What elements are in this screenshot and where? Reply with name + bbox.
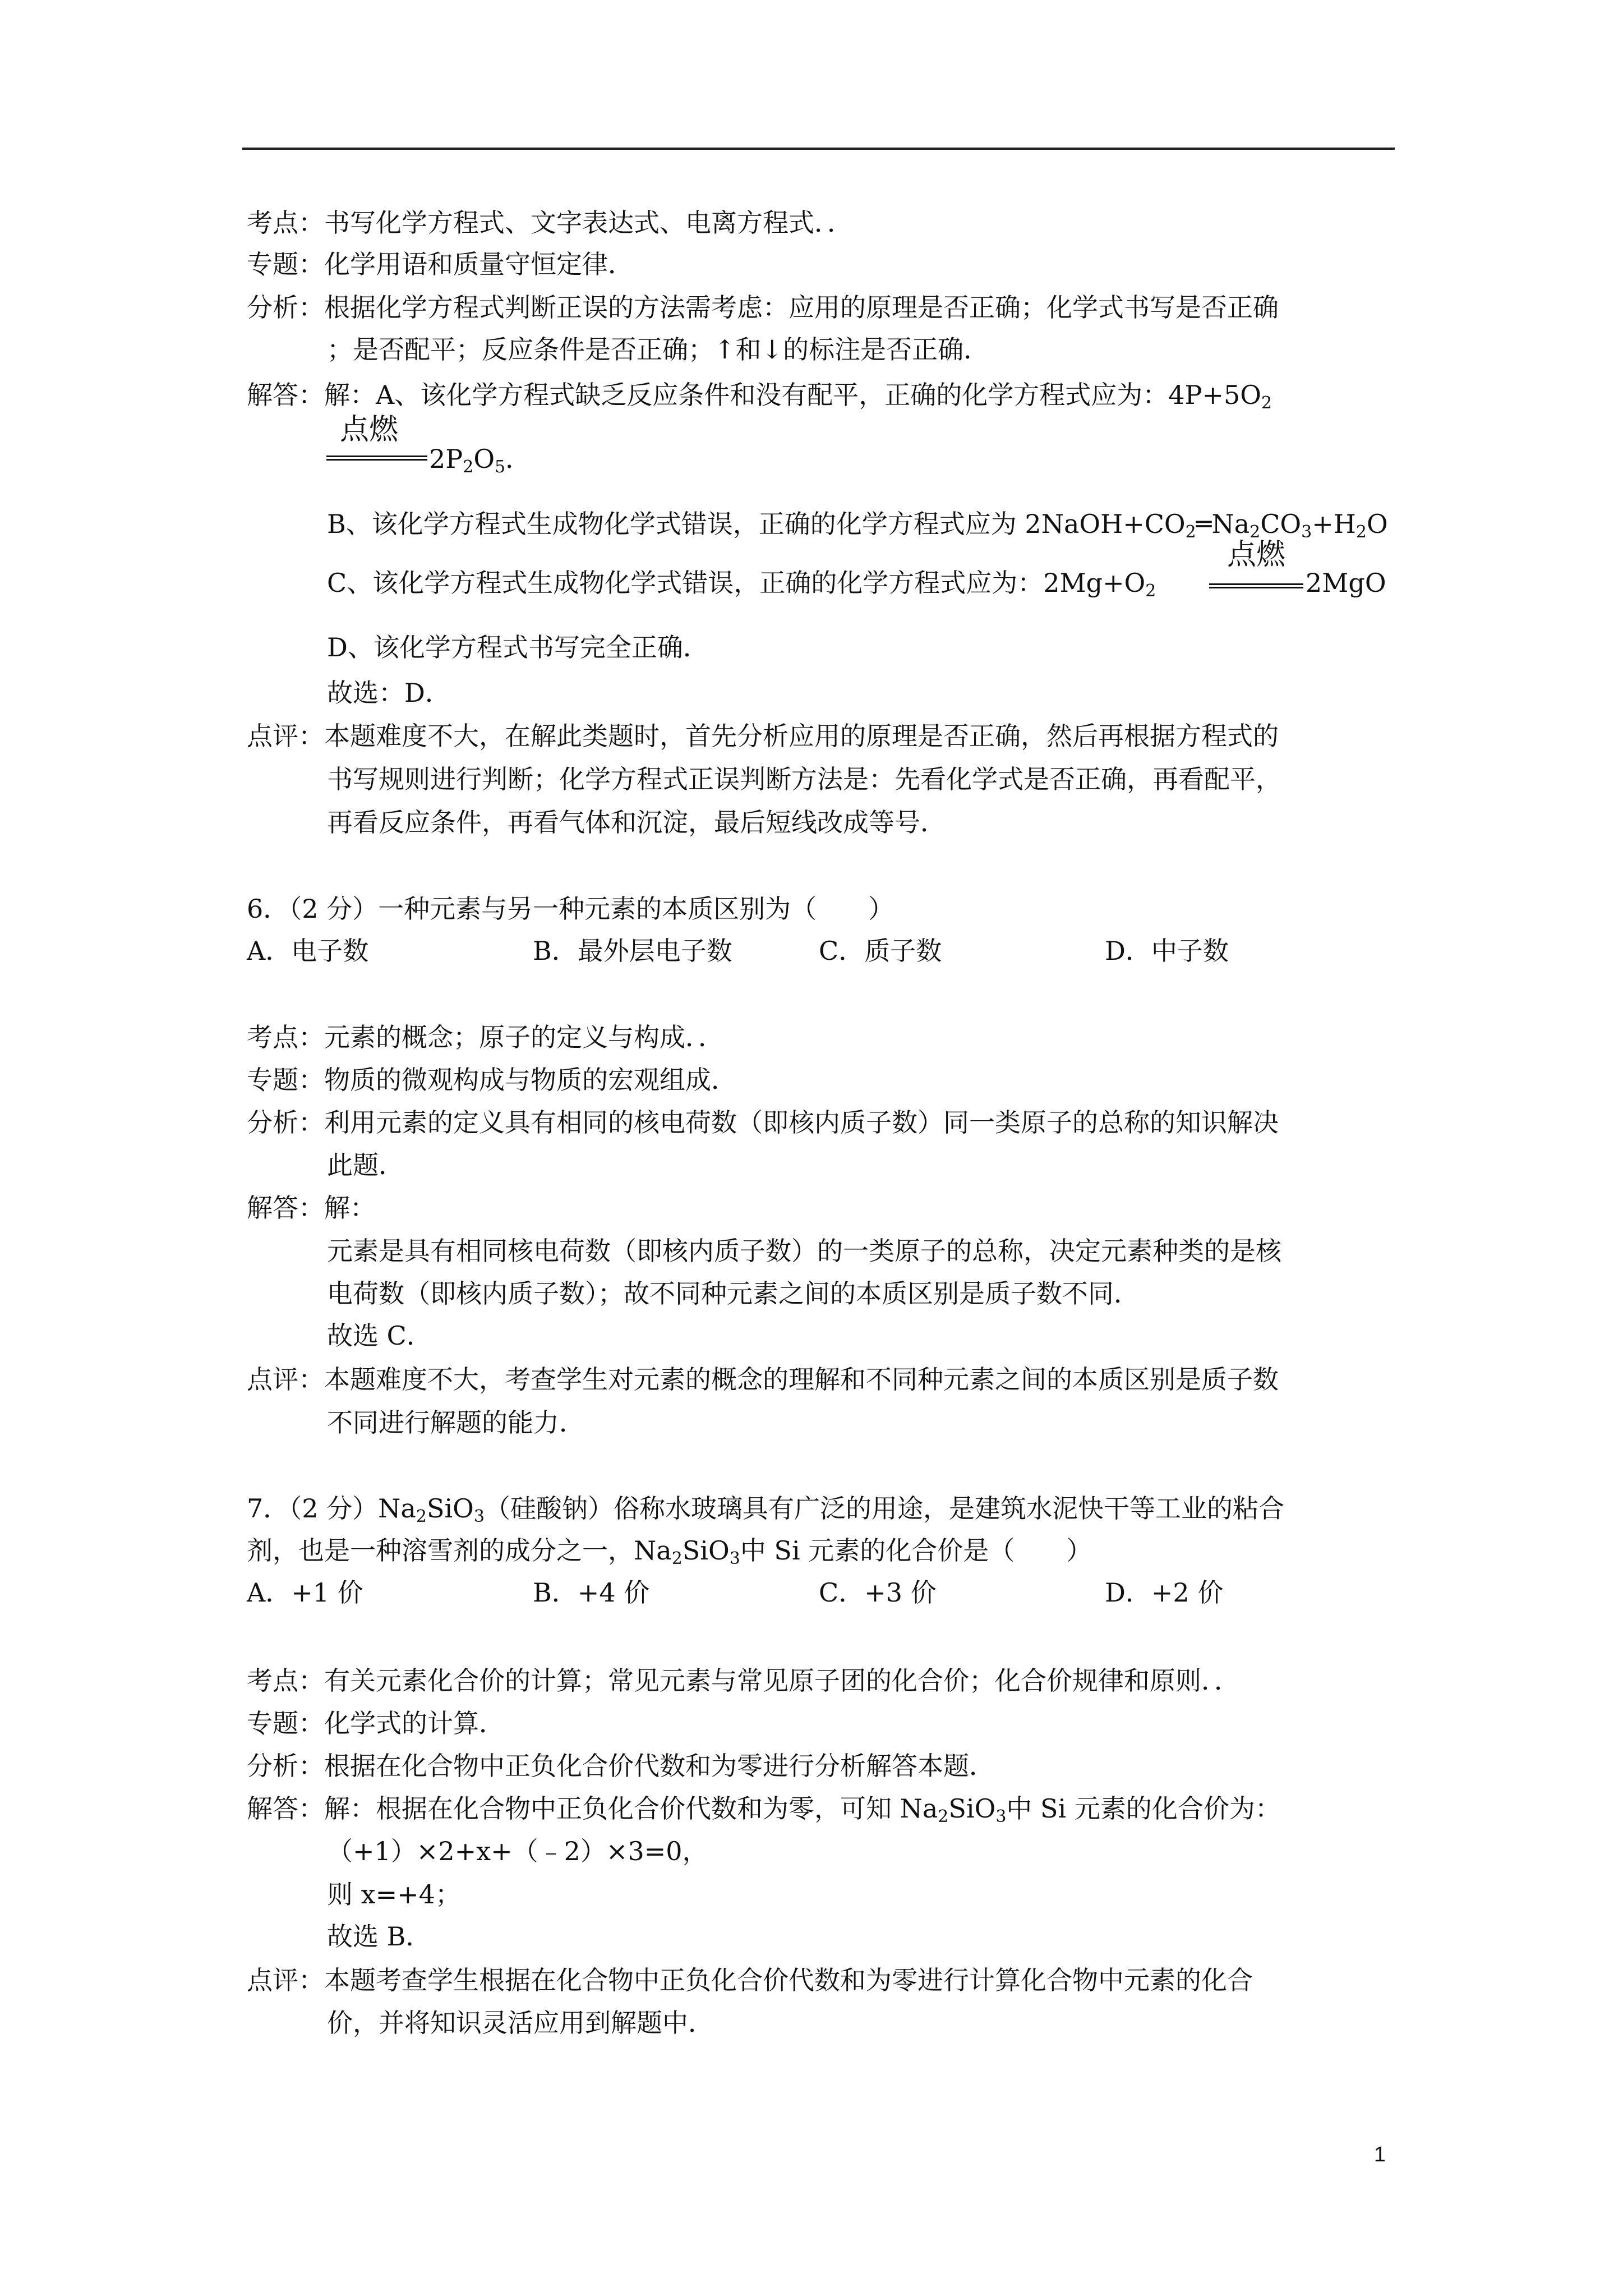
q5-eq-c-right: 2MgO: [1306, 568, 1386, 598]
q6-dianping-line-2: 不同进行解题的能力．: [327, 1407, 585, 1438]
q7-kaodian-label: 考点：: [247, 1665, 324, 1696]
q5-eq-c-condition: 点燃: [1227, 538, 1286, 572]
q6-stem: 6．（2 分）一种元素与另一种元素的本质区别为（ ）: [247, 894, 895, 924]
q7-kaodian: [247, 1665, 1240, 1696]
q5-eq-a-left: 4P+5O: [1168, 380, 1261, 410]
q6-option-c: C．质子数: [819, 936, 942, 966]
q6-jieda: [247, 1195, 376, 1221]
q6-fenxi: [247, 1107, 1279, 1138]
q6-options: [247, 938, 1424, 972]
q6-option-d: D．中子数: [1105, 936, 1229, 966]
q7-option-b: B．+4 价: [533, 1577, 650, 1608]
q5-dianping-line-2: 书写规则进行判断；化学方程式正误判断方法是：先看化学式是否正确，再看配平，: [327, 764, 1281, 794]
q5-fenxi-text-1: 根据化学方程式判断正误的方法需考虑：应用的原理是否正确；化学式书写是否正确: [324, 292, 1279, 323]
q7-stem-line-2: 剂，也是一种溶雪剂的成分之一，$Na_2SiO_3$中 Si 元素的化合价是（ ）: [247, 1535, 1092, 1568]
q6-kaodian-text: 元素的概念；原子的定义与构成．．: [324, 1022, 724, 1052]
q6-jieda-line-2: 元素是具有相同核电荷数（即核内质子数）的一类原子的总称，决定元素种类的是核: [327, 1236, 1281, 1266]
q5-dianping-text-1: 本题难度不大，在解此类题时，首先分析应用的原理是否正确，然后再根据方程式的: [324, 721, 1279, 751]
q5-jieda-a-text: 解：A、该化学方程式缺乏反应条件和没有配平，正确的化学方程式应为：: [324, 380, 1169, 410]
q7-jieda: 解答：解：根据在化合物中正负化合价代数和为零，可知 $Na_2SiO_3$中 Si 元素的化合价为：: [247, 1793, 1281, 1826]
q7-option-a: A．+1 价: [247, 1577, 363, 1608]
q7-jieda-label: 解答：: [247, 1793, 324, 1824]
q5-eq-a-arrow: [326, 455, 427, 461]
q7-dianping-text-1: 本题考查学生根据在化合物中正负化合价代数和为零进行计算化合物中元素的化合: [324, 1965, 1253, 1995]
q5-fenxi-label: 分析：: [247, 292, 324, 323]
q7-fenxi-label: 分析：: [247, 1751, 324, 1781]
q7-guxuan: 故选 B．: [327, 1921, 432, 1952]
q5-kaodian: [247, 210, 853, 236]
q5-zhuanti-text: 化学用语和质量守恒定律．: [324, 249, 634, 279]
q7-option-c: C．+3 价: [819, 1577, 937, 1608]
q5-guxuan: 故选：D．: [327, 678, 451, 708]
q6-fenxi-line-2: 此题．: [327, 1150, 404, 1180]
page-number: 1: [1373, 2143, 1386, 2166]
q7-jieda-line-2: （+1）×2+x+（﹣2）×3=0，: [327, 1836, 708, 1866]
q5-dianping: [247, 723, 1279, 749]
q6-fenxi-text-1: 利用元素的定义具有相同的核电荷数（即核内质子数）同一类原子的总称的知识解决: [324, 1107, 1279, 1138]
q6-jieda-line-3: 电荷数（即核内质子数）；故不同种元素之间的本质区别是质子数不同．: [327, 1278, 1140, 1309]
q7-options: [247, 1577, 1424, 1613]
q7-dianping: [247, 1967, 1253, 1993]
q5-dianping-line-3: 再看反应条件，再看气体和沉淀，最后短线改成等号．: [327, 807, 946, 838]
q7-zhuanti: [247, 1710, 505, 1736]
q6-dianping: [247, 1364, 1279, 1395]
q6-dianping-label: 点评：: [247, 1364, 324, 1395]
q5-fenxi-line-2: ；是否配平；反应条件是否正确；↑和↓的标注是否正确．: [327, 334, 990, 365]
q5-jieda-label: 解答：: [247, 380, 324, 410]
q5-fenxi: [247, 292, 1279, 323]
q6-option-a: A．电子数: [247, 936, 369, 966]
q6-dianping-text-1: 本题难度不大，考查学生对元素的概念的理解和不同种元素之间的本质区别是质子数: [324, 1364, 1279, 1395]
q6-kaodian-label: 考点：: [247, 1022, 324, 1052]
q5-kaodian-label: 考点：: [247, 208, 324, 238]
q6-guxuan: 故选 C．: [327, 1320, 432, 1351]
q7-dianping-label: 点评：: [247, 1965, 324, 1995]
q5-jieda: [247, 382, 1272, 412]
q7-kaodian-text: 有关元素化合价的计算；常见元素与常见原子团的化合价；化合价规律和原则．．: [324, 1665, 1240, 1696]
q7-zhuanti-text: 化学式的计算．: [324, 1708, 505, 1738]
q7-option-d: D．+2 价: [1105, 1577, 1224, 1608]
q6-jieda-text-1: 解：: [324, 1193, 376, 1223]
q7-jieda-line-3: 则 x=+4；: [327, 1879, 461, 1910]
q6-zhuanti-label: 专题：: [247, 1065, 324, 1095]
q6-kaodian: [247, 1024, 724, 1050]
q5-jieda-b: B、该化学方程式生成物化学式错误，正确的化学方程式应为 $2NaOH+CO_2═Na_2CO_3+H_2O$: [327, 509, 1388, 542]
q6-jieda-label: 解答：: [247, 1193, 324, 1223]
q6-zhuanti: [247, 1067, 737, 1093]
q5-zhuanti: [247, 251, 634, 277]
q5-eq-a-left-sub: 2: [1261, 393, 1272, 413]
q7-stem-line-1: 7．（2 分）$Na_2SiO_3$（硅酸钠）俗称水玻璃具有广泛的用途，是建筑水泥快干等工业的粘合: [247, 1493, 1284, 1526]
q7-fenxi-text: 根据在化合物中正负化合价代数和为零进行分析解答本题．: [324, 1751, 995, 1781]
q5-zhuanti-label: 专题：: [247, 249, 324, 279]
q7-dianping-line-2: 价，并将知识灵活应用到解题中．: [327, 2008, 714, 2038]
q5-kaodian-text: 书写化学方程式、文字表达式、电离方程式．．: [324, 208, 853, 238]
q6-zhuanti-text: 物质的微观构成与物质的宏观组成．: [324, 1065, 737, 1095]
q7-fenxi: [247, 1753, 995, 1779]
q6-option-b: B．最外层电子数: [533, 936, 732, 966]
q5-eq-a-condition: 点燃: [340, 413, 399, 447]
q5-dianping-label: 点评：: [247, 721, 324, 751]
q5-eq-c-arrow: [1209, 583, 1303, 588]
q5-jieda-c: C、该化学方程式生成物化学式错误，正确的化学方程式应为：$2Mg+O_2$: [327, 568, 1156, 601]
q5-jieda-d: D、该化学方程式书写完全正确．: [327, 632, 709, 662]
q5-eq-a-right: $2P_2O_5$．: [429, 444, 532, 477]
header-rule: [242, 148, 1395, 150]
q7-zhuanti-label: 专题：: [247, 1708, 324, 1738]
q6-fenxi-label: 分析：: [247, 1107, 324, 1138]
